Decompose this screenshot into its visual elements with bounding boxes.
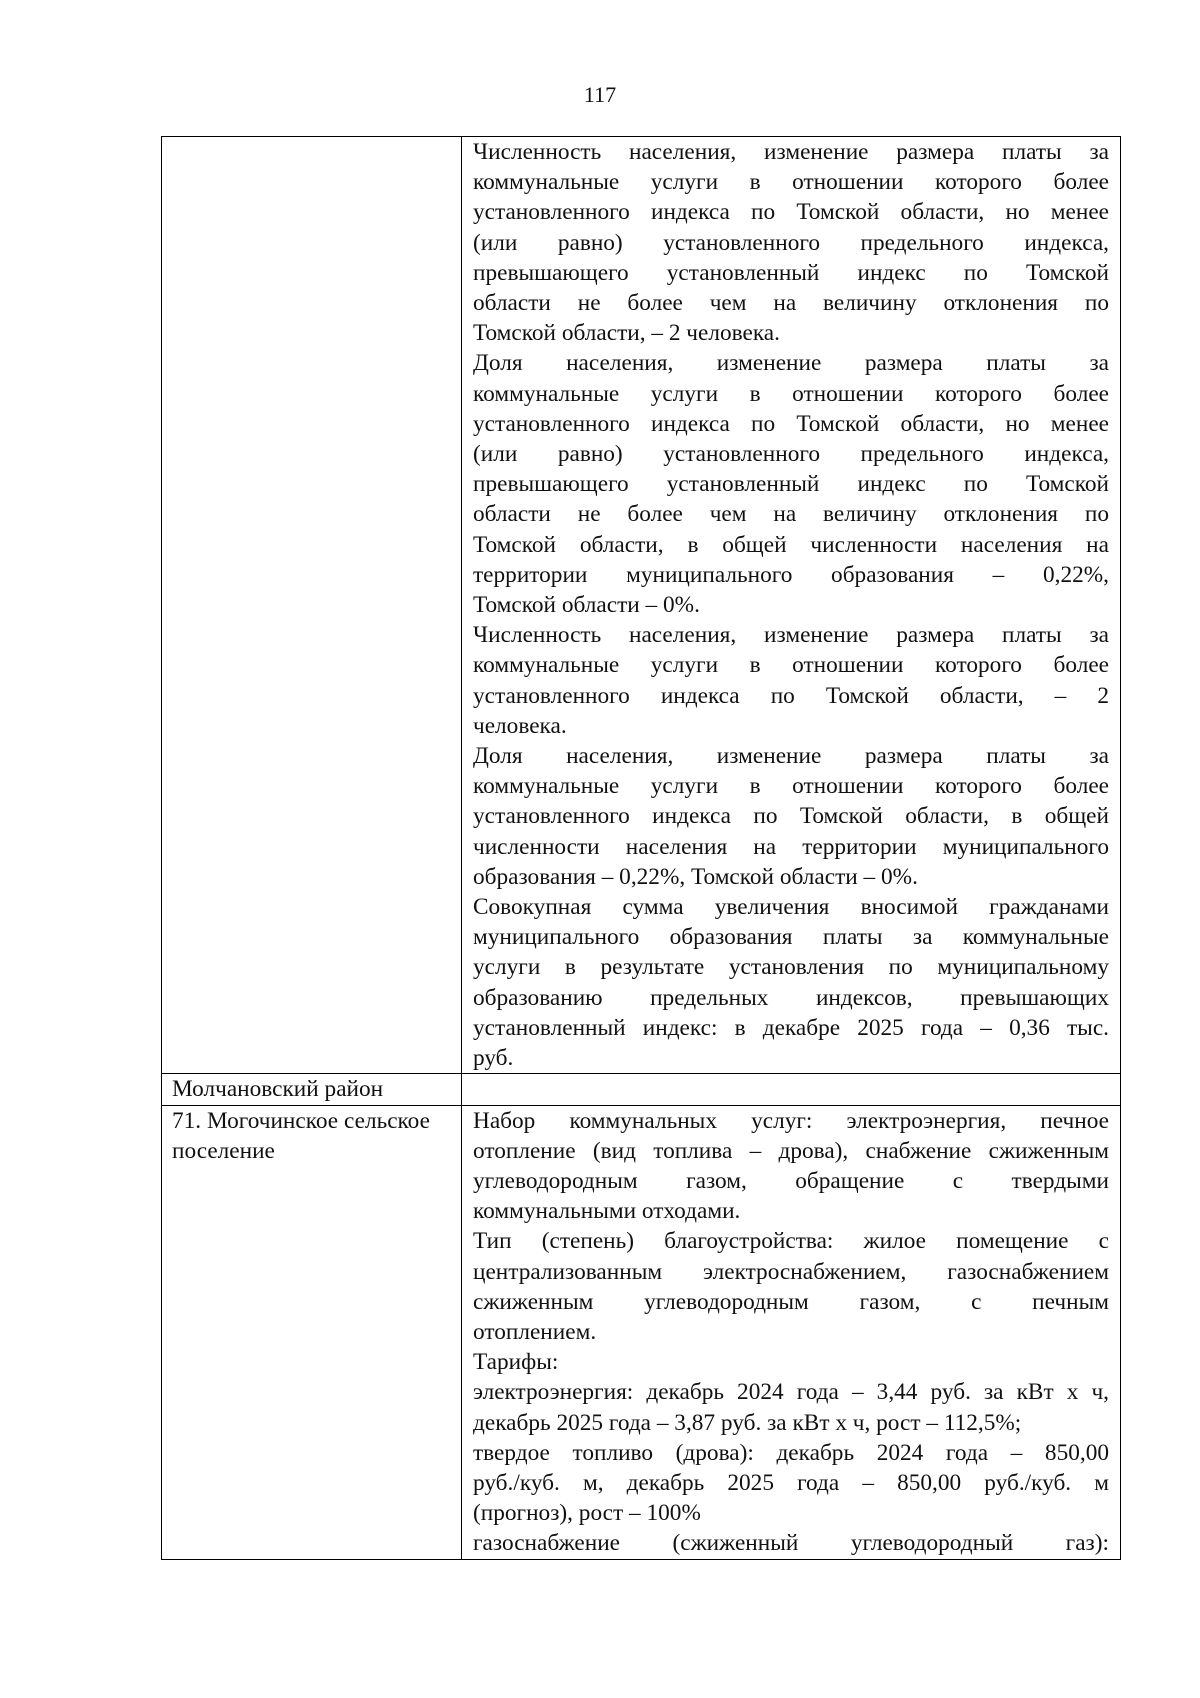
text-line: (или равно) установленного предельного индекса, — [473, 441, 1109, 468]
text-line: Доля населения, изменение размера платы за — [473, 350, 1109, 377]
text-line: руб. — [473, 1045, 514, 1072]
text-line: установленного индекса по Томской области, но менее — [473, 410, 1109, 437]
text-line: муниципального образования платы за коммунальные — [473, 924, 1109, 951]
page-number: 117 — [583, 82, 617, 107]
text-line — [473, 1074, 1109, 1104]
text-line: Тарифы: — [473, 1349, 559, 1376]
text-line: электроэнергия: декабрь 2024 года – 3,44 руб. за кВт х ч, — [473, 1379, 1109, 1406]
text-line: Тип (степень) благоустройства: жилое помещение с — [473, 1228, 1109, 1255]
text-line: Томской области, в общей численности населения на — [473, 531, 1109, 558]
text-line: Томской области – 0%. — [473, 592, 700, 619]
table-row — [162, 1105, 1121, 1559]
text-line: коммунальные услуги в отношении которого более — [473, 652, 1109, 679]
text-line: коммунальные услуги в отношении которого более — [473, 380, 1109, 407]
text-line: руб./куб. м, декабрь 2025 года – 850,00 руб./куб. м — [473, 1469, 1109, 1496]
document-table — [161, 136, 1121, 1560]
text-line: установленного индекса по Томской области, – 2 — [473, 682, 1109, 709]
text-line: области не более чем на величину отклонения по — [473, 290, 1109, 317]
text-line: Набор коммунальных услуг: электроэнергия, печное — [473, 1107, 1109, 1134]
text-line: Численность населения, изменение размера платы за — [473, 139, 1109, 165]
text-line: образования – 0,22%, Томской области – 0%. — [473, 863, 918, 890]
text-line: Численность населения, изменение размера платы за — [473, 622, 1109, 649]
text-line: численности населения на территории муниципального — [473, 833, 1109, 860]
row-content-cell — [462, 1105, 1121, 1559]
text-line: Совокупная сумма увеличения вносимой гражданами — [473, 894, 1109, 921]
text-line: установленного индекса по Томской области, в общей — [473, 803, 1109, 830]
row-content-cell — [462, 137, 1121, 1074]
text-line: газоснабжение (сжиженный углеводородный газ): — [473, 1530, 1109, 1557]
text-line: отоплением. — [473, 1318, 597, 1345]
text-line: твердое топливо (дрова): декабрь 2024 года – 850,00 — [473, 1439, 1109, 1466]
text-line: установленного индекса по Томской области, но менее — [473, 199, 1109, 226]
text-line: территории муниципального образования – 0,22%, — [473, 561, 1109, 588]
text-line: превышающего установленный индекс по Томской — [473, 259, 1109, 286]
text-line: отопление (вид топлива – дрова), снабжение сжиженным — [473, 1137, 1109, 1164]
text-line: превышающего установленный индекс по Томской — [473, 471, 1109, 498]
row-label-cell: Молчановский район — [162, 1074, 462, 1105]
text-line: коммунальными отходами. — [473, 1198, 741, 1225]
text-line: централизованным электроснабжением, газоснабжением — [473, 1258, 1109, 1285]
text-line: Доля населения, изменение размера платы за — [473, 743, 1109, 770]
text-line: углеводородным газом, обращение с твердыми — [473, 1167, 1109, 1194]
text-line: (прогноз), рост – 100% — [473, 1500, 701, 1527]
text-line: человека. — [473, 712, 567, 739]
row-label-cell: 71. Могочинское сельское поселение — [162, 1105, 462, 1559]
table-row — [162, 1074, 1121, 1105]
text-line: коммунальные услуги в отношении которого более — [473, 773, 1109, 800]
text-line: коммунальные услуги в отношении которого более — [473, 169, 1109, 196]
text-line: Томской области, – 2 человека. — [473, 320, 780, 347]
text-line: услуги в результате установления по муниципальному — [473, 954, 1109, 981]
text-line: области не более чем на величину отклонения по — [473, 501, 1109, 528]
text-line: сжиженным углеводородным газом, с печным — [473, 1288, 1109, 1315]
table-row — [162, 137, 1121, 1074]
text-line: установленный индекс: в декабре 2025 года – 0,36 тыс. — [473, 1014, 1109, 1041]
text-line: декабрь 2025 года – 3,87 руб. за кВт х ч, рост – 112,5%; — [473, 1409, 1022, 1436]
text-line: образованию предельных индексов, превышающих — [473, 984, 1109, 1011]
text-line: (или равно) установленного предельного индекса, — [473, 229, 1109, 256]
row-content-cell — [462, 1074, 1121, 1105]
row-label-cell — [162, 137, 462, 1074]
